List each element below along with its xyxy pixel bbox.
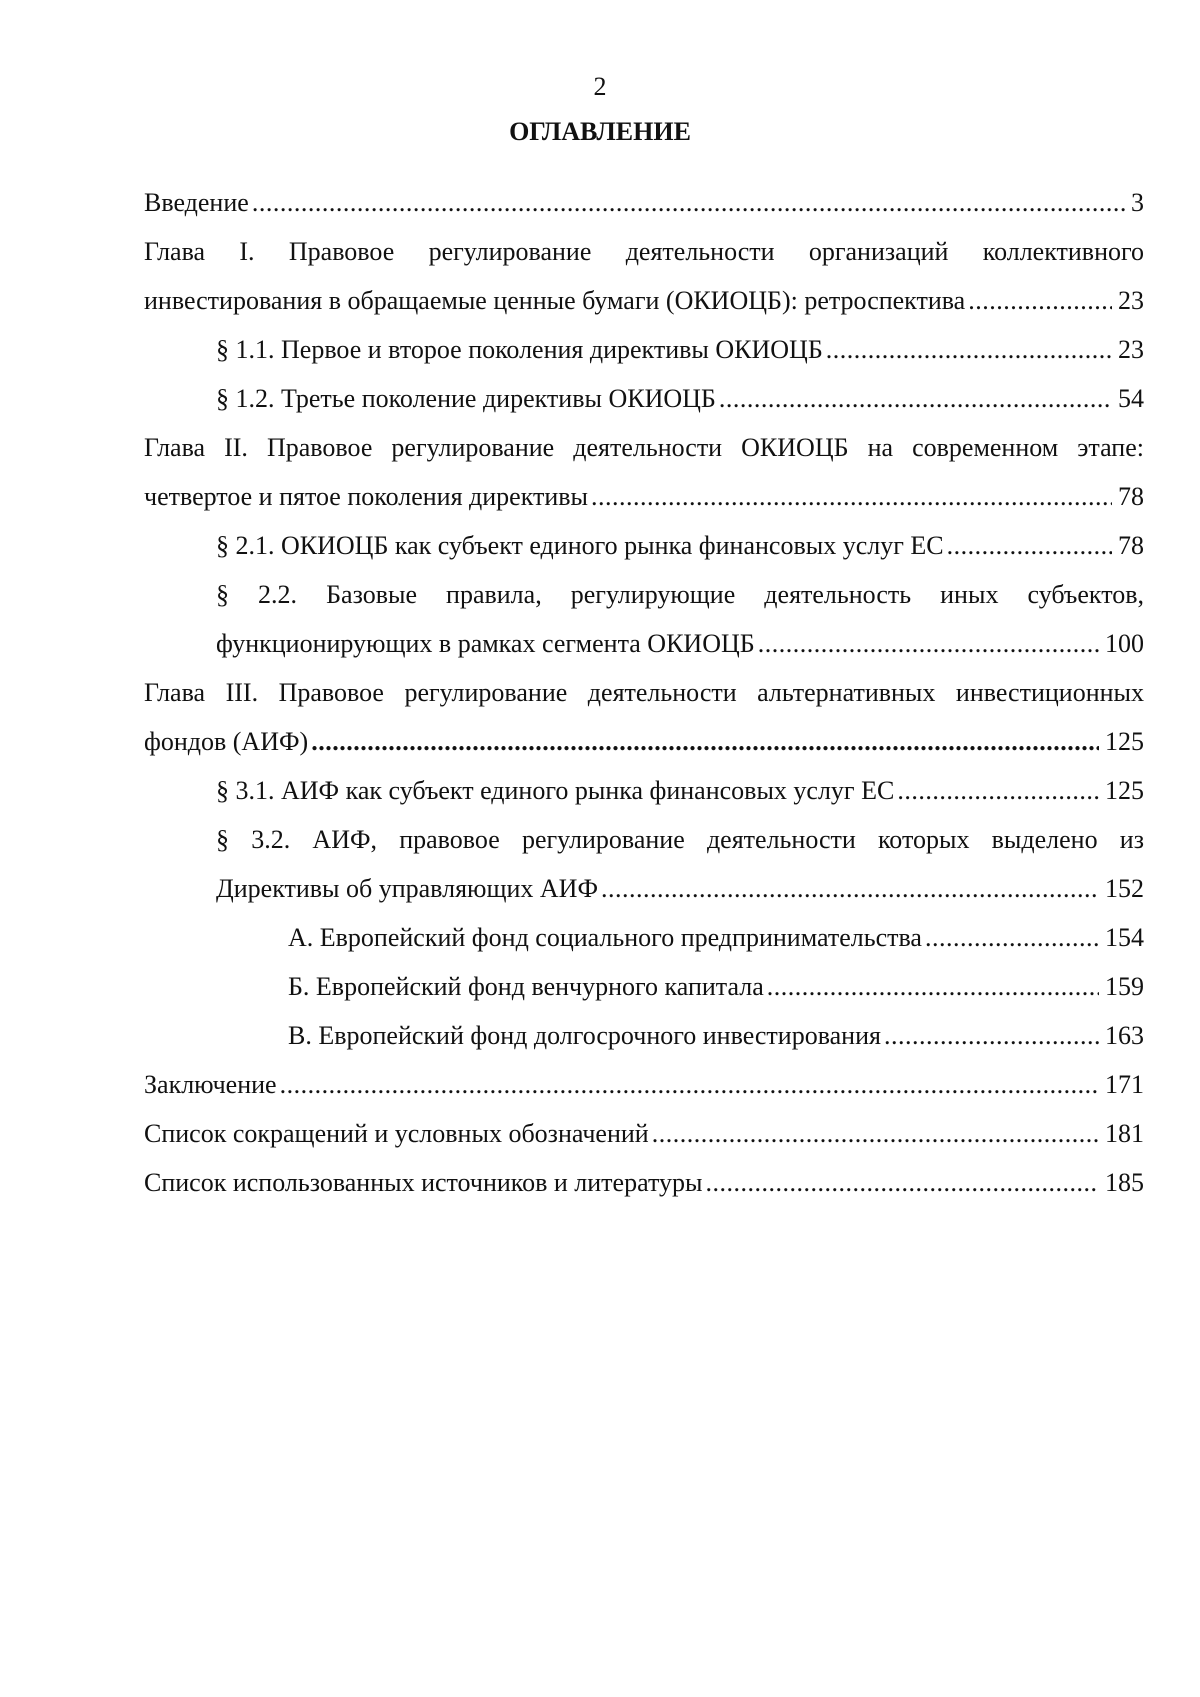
toc-entry-title: § 1.2. Третье поколение директивы ОКИОЦБ bbox=[216, 384, 716, 413]
toc-entry-conclusion[interactable] bbox=[144, 1060, 1144, 1109]
toc-entry-title-line: Глава III. Правовое регулирование деятельности альтернативных инвестиционных bbox=[144, 678, 1144, 707]
toc-entry-chapter-2[interactable] bbox=[144, 423, 1144, 521]
toc-entry-title: § 3.1. АИФ как субъект единого рынка финансовых услуг ЕС bbox=[216, 776, 895, 805]
toc-page-ref: 100 bbox=[1105, 629, 1144, 658]
toc-leader-dots bbox=[968, 276, 1112, 325]
toc-page-ref: 163 bbox=[1105, 1021, 1144, 1050]
toc-entry-section-3-2[interactable] bbox=[144, 815, 1144, 913]
toc-entry-section-3-1[interactable] bbox=[144, 766, 1144, 815]
toc-leader-dots bbox=[601, 864, 1099, 913]
toc-page-ref: 171 bbox=[1105, 1070, 1144, 1099]
page-title: ОГЛАВЛЕНИЕ bbox=[509, 117, 691, 146]
toc-page-ref: 23 bbox=[1118, 335, 1144, 364]
toc-leader-dots bbox=[947, 521, 1112, 570]
toc-page-ref: 78 bbox=[1118, 531, 1144, 560]
toc-page-ref: 185 bbox=[1105, 1168, 1144, 1197]
toc-page-ref: 154 bbox=[1105, 923, 1144, 952]
toc-entry-abbreviations[interactable] bbox=[144, 1109, 1144, 1158]
toc-page-ref: 78 bbox=[1118, 482, 1144, 511]
toc-entry-title: Директивы об управляющих АИФ bbox=[216, 874, 599, 903]
toc-leader-dots bbox=[719, 374, 1112, 423]
toc-page-ref: 152 bbox=[1105, 874, 1144, 903]
toc-leader-dots bbox=[705, 1158, 1099, 1207]
toc-entry-section-2-2[interactable] bbox=[144, 570, 1144, 668]
table-of-contents bbox=[144, 178, 1144, 1207]
toc-entry-title: функционирующих в рамках сегмента ОКИОЦБ bbox=[216, 629, 755, 658]
toc-entry-title: четвертое и пятое поколения директивы bbox=[144, 482, 589, 511]
toc-entry-title: Заключение bbox=[144, 1070, 277, 1099]
toc-entry-title: фондов (АИФ) bbox=[144, 727, 309, 756]
toc-page-ref: 159 bbox=[1105, 972, 1144, 1001]
toc-entry-subsection-b[interactable] bbox=[144, 962, 1144, 1011]
toc-entry-section-1-2[interactable] bbox=[144, 374, 1144, 423]
toc-leader-dots bbox=[884, 1011, 1099, 1060]
toc-entry-subsection-v[interactable] bbox=[144, 1011, 1144, 1060]
toc-leader-dots bbox=[280, 1060, 1099, 1109]
toc-leader-dots bbox=[591, 472, 1112, 521]
toc-leader-dots bbox=[652, 1109, 1099, 1158]
toc-entry-title-line: Глава II. Правовое регулирование деятельности ОКИОЦБ на современном этапе: bbox=[144, 433, 1144, 462]
toc-entry-title: Введение bbox=[144, 188, 249, 217]
toc-entry-title-line: § 3.2. АИФ, правовое регулирование деятельности которых выделено из bbox=[216, 825, 1144, 854]
toc-page-ref: 3 bbox=[1131, 188, 1144, 217]
toc-page-ref: 125 bbox=[1105, 776, 1144, 805]
toc-entry-title: Список использованных источников и литературы bbox=[144, 1168, 703, 1197]
toc-page-ref: 54 bbox=[1118, 384, 1144, 413]
toc-leader-dots bbox=[758, 619, 1099, 668]
toc-leader-dots bbox=[897, 766, 1099, 815]
toc-entry-chapter-3[interactable] bbox=[144, 668, 1144, 766]
toc-leader-dots bbox=[311, 717, 1099, 766]
toc-leader-dots bbox=[925, 913, 1099, 962]
toc-entry-chapter-1[interactable] bbox=[144, 227, 1144, 325]
page-number: 2 bbox=[593, 72, 607, 101]
toc-entry-section-1-1[interactable] bbox=[144, 325, 1144, 374]
toc-entry-introduction[interactable] bbox=[144, 178, 1144, 227]
toc-entry-title: инвестирования в обращаемые ценные бумаги (ОКИОЦБ): ретроспектива bbox=[144, 286, 966, 315]
toc-entry-title: § 2.1. ОКИОЦБ как субъект единого рынка финансовых услуг ЕС bbox=[216, 531, 944, 560]
toc-entry-subsection-a[interactable] bbox=[144, 913, 1144, 962]
toc-leader-dots bbox=[826, 325, 1112, 374]
toc-entry-title: В. Европейский фонд долгосрочного инвестирования bbox=[288, 1021, 881, 1050]
toc-entry-title: Б. Европейский фонд венчурного капитала bbox=[288, 972, 764, 1001]
toc-entry-section-2-1[interactable] bbox=[144, 521, 1144, 570]
toc-entry-title-line: Глава I. Правовое регулирование деятельности организаций коллективного bbox=[144, 237, 1144, 266]
toc-page-ref: 23 bbox=[1118, 286, 1144, 315]
toc-entry-title: § 1.1. Первое и второе поколения директивы ОКИОЦБ bbox=[216, 335, 823, 364]
toc-leader-dots bbox=[252, 178, 1125, 227]
toc-entry-title: Список сокращений и условных обозначений bbox=[144, 1119, 649, 1148]
toc-leader-dots bbox=[767, 962, 1099, 1011]
toc-entry-bibliography[interactable] bbox=[144, 1158, 1144, 1207]
toc-page-ref: 181 bbox=[1105, 1119, 1144, 1148]
toc-page-ref: 125 bbox=[1105, 727, 1144, 756]
toc-entry-title: А. Европейский фонд социального предпринимательства bbox=[288, 923, 922, 952]
toc-entry-title-line: § 2.2. Базовые правила, регулирующие деятельность иных субъектов, bbox=[216, 580, 1144, 609]
